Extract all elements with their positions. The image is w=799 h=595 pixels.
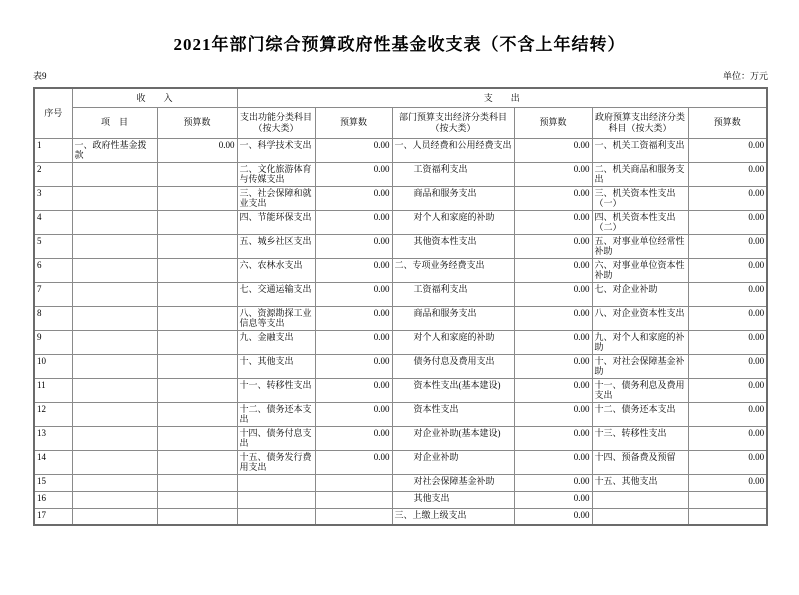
gov-econ-item-cell: 八、对企业资本性支出 — [592, 306, 688, 330]
gov-econ-item-cell — [592, 508, 688, 525]
income-item-cell — [72, 162, 157, 186]
row-number-cell: 14 — [34, 450, 72, 474]
dept-econ-item-cell: 资本性支出 — [392, 402, 514, 426]
dept-econ-item-cell: 商品和服务支出 — [392, 186, 514, 210]
gov-econ-budget-cell — [688, 491, 767, 508]
income-item-cell — [72, 282, 157, 306]
income-item-cell — [72, 330, 157, 354]
dept-econ-item-cell: 对企业补助 — [392, 450, 514, 474]
func-class-item-cell: 十一、转移性支出 — [237, 378, 315, 402]
gov-econ-budget-cell: 0.00 — [688, 330, 767, 354]
gov-econ-budget-cell: 0.00 — [688, 306, 767, 330]
row-number-cell: 13 — [34, 426, 72, 450]
row-number-cell: 10 — [34, 354, 72, 378]
income-budget-cell — [157, 450, 237, 474]
gov-econ-item-cell: 七、对企业补助 — [592, 282, 688, 306]
dept-econ-item-cell: 债务付息及费用支出 — [392, 354, 514, 378]
func-class-item-cell: 三、社会保障和就业支出 — [237, 186, 315, 210]
income-budget-cell — [157, 186, 237, 210]
gov-econ-item-cell: 十二、债务还本支出 — [592, 402, 688, 426]
gov-econ-item-cell: 五、对事业单位经常性补助 — [592, 234, 688, 258]
income-budget-cell — [157, 474, 237, 491]
func-class-budget-cell: 0.00 — [315, 306, 392, 330]
table-row — [34, 450, 767, 474]
gov-econ-budget-cell: 0.00 — [688, 210, 767, 234]
income-item-cell — [72, 234, 157, 258]
table-number-label: 表9 — [33, 71, 47, 81]
income-item-cell — [72, 508, 157, 525]
func-class-item-cell: 五、城乡社区支出 — [237, 234, 315, 258]
dept-econ-item-cell: 二、专项业务经费支出 — [392, 258, 514, 282]
gov-econ-item-cell: 四、机关资本性支出（二） — [592, 210, 688, 234]
gov-econ-item-cell: 十四、预备费及预留 — [592, 450, 688, 474]
func-class-item-cell — [237, 474, 315, 491]
dept-econ-budget-cell: 0.00 — [514, 491, 592, 508]
dept-econ-budget-cell: 0.00 — [514, 508, 592, 525]
func-class-budget-cell: 0.00 — [315, 378, 392, 402]
income-item-cell — [72, 426, 157, 450]
func-class-item-cell: 十四、债务付息支出 — [237, 426, 315, 450]
income-budget-cell: 0.00 — [157, 138, 237, 162]
dept-econ-budget-cell: 0.00 — [514, 258, 592, 282]
func-class-budget-cell: 0.00 — [315, 162, 392, 186]
gov-econ-budget-cell: 0.00 — [688, 474, 767, 491]
row-number-cell: 4 — [34, 210, 72, 234]
func-class-item-cell: 十、其他支出 — [237, 354, 315, 378]
header-serial: 序号 — [34, 88, 72, 138]
table-row — [34, 282, 767, 306]
gov-econ-budget-cell: 0.00 — [688, 426, 767, 450]
income-budget-cell — [157, 162, 237, 186]
table-row — [34, 162, 767, 186]
func-class-budget-cell — [315, 508, 392, 525]
table-header — [34, 88, 767, 138]
gov-econ-budget-cell: 0.00 — [688, 138, 767, 162]
income-item-cell — [72, 474, 157, 491]
func-class-budget-cell: 0.00 — [315, 258, 392, 282]
dept-econ-budget-cell: 0.00 — [514, 426, 592, 450]
dept-econ-item-cell: 对个人和家庭的补助 — [392, 210, 514, 234]
func-class-budget-cell: 0.00 — [315, 426, 392, 450]
income-budget-cell — [157, 378, 237, 402]
dept-econ-budget-cell: 0.00 — [514, 354, 592, 378]
table-row — [34, 354, 767, 378]
gov-econ-item-cell: 二、机关商品和服务支出 — [592, 162, 688, 186]
income-budget-cell — [157, 508, 237, 525]
dept-econ-budget-cell: 0.00 — [514, 402, 592, 426]
income-item-cell — [72, 450, 157, 474]
income-item-cell — [72, 402, 157, 426]
dept-econ-budget-cell: 0.00 — [514, 138, 592, 162]
func-class-item-cell: 九、金融支出 — [237, 330, 315, 354]
row-number-cell: 5 — [34, 234, 72, 258]
dept-econ-budget-cell: 0.00 — [514, 450, 592, 474]
table-body — [34, 138, 767, 525]
income-item-cell — [72, 210, 157, 234]
gov-econ-item-cell: 一、机关工资福利支出 — [592, 138, 688, 162]
row-number-cell: 12 — [34, 402, 72, 426]
income-budget-cell — [157, 402, 237, 426]
header-func-budget: 预算数 — [315, 107, 392, 138]
dept-econ-budget-cell: 0.00 — [514, 186, 592, 210]
dept-econ-item-cell: 三、上缴上级支出 — [392, 508, 514, 525]
func-class-item-cell: 七、交通运输支出 — [237, 282, 315, 306]
dept-econ-item-cell: 其他支出 — [392, 491, 514, 508]
dept-econ-item-cell: 对企业补助(基本建设) — [392, 426, 514, 450]
gov-econ-budget-cell: 0.00 — [688, 234, 767, 258]
dept-econ-item-cell: 对个人和家庭的补助 — [392, 330, 514, 354]
dept-econ-item-cell: 资本性支出(基本建设) — [392, 378, 514, 402]
income-item-cell: 一、政府性基金拨款 — [72, 138, 157, 162]
header-income-group: 收 入 — [72, 88, 237, 107]
table-row — [34, 258, 767, 282]
income-budget-cell — [157, 234, 237, 258]
gov-econ-item-cell: 三、机关资本性支出（一） — [592, 186, 688, 210]
func-class-budget-cell: 0.00 — [315, 210, 392, 234]
income-budget-cell — [157, 354, 237, 378]
dept-econ-item-cell: 对社会保障基金补助 — [392, 474, 514, 491]
page-title: 2021年部门综合预算政府性基金收支表（不含上年结转） — [173, 35, 626, 54]
row-number-cell: 17 — [34, 508, 72, 525]
func-class-budget-cell: 0.00 — [315, 402, 392, 426]
table-row — [34, 210, 767, 234]
dept-econ-budget-cell: 0.00 — [514, 234, 592, 258]
gov-econ-budget-cell: 0.00 — [688, 450, 767, 474]
row-number-cell: 2 — [34, 162, 72, 186]
func-class-budget-cell: 0.00 — [315, 138, 392, 162]
row-number-cell: 1 — [34, 138, 72, 162]
row-number-cell: 3 — [34, 186, 72, 210]
dept-econ-budget-cell: 0.00 — [514, 162, 592, 186]
gov-econ-item-cell: 九、对个人和家庭的补助 — [592, 330, 688, 354]
func-class-item-cell: 二、文化旅游体育与传媒支出 — [237, 162, 315, 186]
gov-econ-item-cell: 十三、转移性支出 — [592, 426, 688, 450]
header-gov-econ-class: 政府预算支出经济分类科目（按大类） — [592, 107, 688, 138]
gov-econ-budget-cell: 0.00 — [688, 258, 767, 282]
header-income-budget: 预算数 — [157, 107, 237, 138]
table-row — [34, 474, 767, 491]
income-item-cell — [72, 378, 157, 402]
dept-econ-budget-cell: 0.00 — [514, 474, 592, 491]
income-budget-cell — [157, 491, 237, 508]
func-class-budget-cell — [315, 474, 392, 491]
unit-label: 单位：万元 — [722, 71, 768, 81]
func-class-item-cell: 六、农林水支出 — [237, 258, 315, 282]
table-row — [34, 378, 767, 402]
dept-econ-item-cell: 工资福利支出 — [392, 282, 514, 306]
income-item-cell — [72, 354, 157, 378]
header-gov-budget: 预算数 — [688, 107, 767, 138]
header-func-class: 支出功能分类科目（按大类） — [237, 107, 315, 138]
func-class-budget-cell: 0.00 — [315, 282, 392, 306]
table-row — [34, 330, 767, 354]
dept-econ-item-cell: 工资福利支出 — [392, 162, 514, 186]
table-row — [34, 491, 767, 508]
func-class-budget-cell — [315, 491, 392, 508]
gov-econ-budget-cell: 0.00 — [688, 402, 767, 426]
table-row — [34, 138, 767, 162]
income-budget-cell — [157, 210, 237, 234]
gov-econ-budget-cell: 0.00 — [688, 354, 767, 378]
dept-econ-item-cell: 商品和服务支出 — [392, 306, 514, 330]
dept-econ-budget-cell: 0.00 — [514, 282, 592, 306]
table-row — [34, 426, 767, 450]
income-budget-cell — [157, 258, 237, 282]
dept-econ-budget-cell: 0.00 — [514, 306, 592, 330]
row-number-cell: 8 — [34, 306, 72, 330]
gov-econ-item-cell: 十、对社会保障基金补助 — [592, 354, 688, 378]
table-row — [34, 306, 767, 330]
gov-econ-budget-cell: 0.00 — [688, 378, 767, 402]
dept-econ-budget-cell: 0.00 — [514, 378, 592, 402]
func-class-item-cell — [237, 491, 315, 508]
func-class-item-cell: 十二、债务还本支出 — [237, 402, 315, 426]
table-meta-row — [33, 69, 768, 82]
func-class-budget-cell: 0.00 — [315, 330, 392, 354]
income-item-cell — [72, 258, 157, 282]
income-item-cell — [72, 306, 157, 330]
row-number-cell: 16 — [34, 491, 72, 508]
income-item-cell — [72, 186, 157, 210]
row-number-cell: 6 — [34, 258, 72, 282]
gov-econ-item-cell: 六、对事业单位资本性补助 — [592, 258, 688, 282]
budget-table — [33, 87, 768, 526]
func-class-item-cell — [237, 508, 315, 525]
gov-econ-budget-cell: 0.00 — [688, 162, 767, 186]
gov-econ-budget-cell — [688, 508, 767, 525]
row-number-cell: 7 — [34, 282, 72, 306]
income-budget-cell — [157, 306, 237, 330]
table-row — [34, 186, 767, 210]
func-class-item-cell: 十五、债务发行费用支出 — [237, 450, 315, 474]
income-budget-cell — [157, 282, 237, 306]
func-class-item-cell: 八、资源勘探工业信息等支出 — [237, 306, 315, 330]
gov-econ-budget-cell: 0.00 — [688, 186, 767, 210]
gov-econ-item-cell — [592, 491, 688, 508]
dept-econ-item-cell: 其他资本性支出 — [392, 234, 514, 258]
dept-econ-budget-cell: 0.00 — [514, 210, 592, 234]
gov-econ-item-cell: 十一、债务利息及费用支出 — [592, 378, 688, 402]
func-class-item-cell: 四、节能环保支出 — [237, 210, 315, 234]
func-class-budget-cell: 0.00 — [315, 186, 392, 210]
func-class-item-cell: 一、科学技术支出 — [237, 138, 315, 162]
header-income-item: 项 目 — [72, 107, 157, 138]
row-number-cell: 15 — [34, 474, 72, 491]
dept-econ-item-cell: 一、人员经费和公用经费支出 — [392, 138, 514, 162]
gov-econ-item-cell: 十五、其他支出 — [592, 474, 688, 491]
header-dept-econ-class: 部门预算支出经济分类科目（按大类） — [392, 107, 514, 138]
func-class-budget-cell: 0.00 — [315, 354, 392, 378]
func-class-budget-cell: 0.00 — [315, 234, 392, 258]
row-number-cell: 11 — [34, 378, 72, 402]
func-class-budget-cell: 0.00 — [315, 450, 392, 474]
table-row — [34, 508, 767, 525]
header-dept-budget: 预算数 — [514, 107, 592, 138]
income-item-cell — [72, 491, 157, 508]
income-budget-cell — [157, 330, 237, 354]
table-row — [34, 402, 767, 426]
row-number-cell: 9 — [34, 330, 72, 354]
header-expenditure-group: 支 出 — [237, 88, 767, 107]
table-row — [34, 234, 767, 258]
dept-econ-budget-cell: 0.00 — [514, 330, 592, 354]
gov-econ-budget-cell: 0.00 — [688, 282, 767, 306]
income-budget-cell — [157, 426, 237, 450]
